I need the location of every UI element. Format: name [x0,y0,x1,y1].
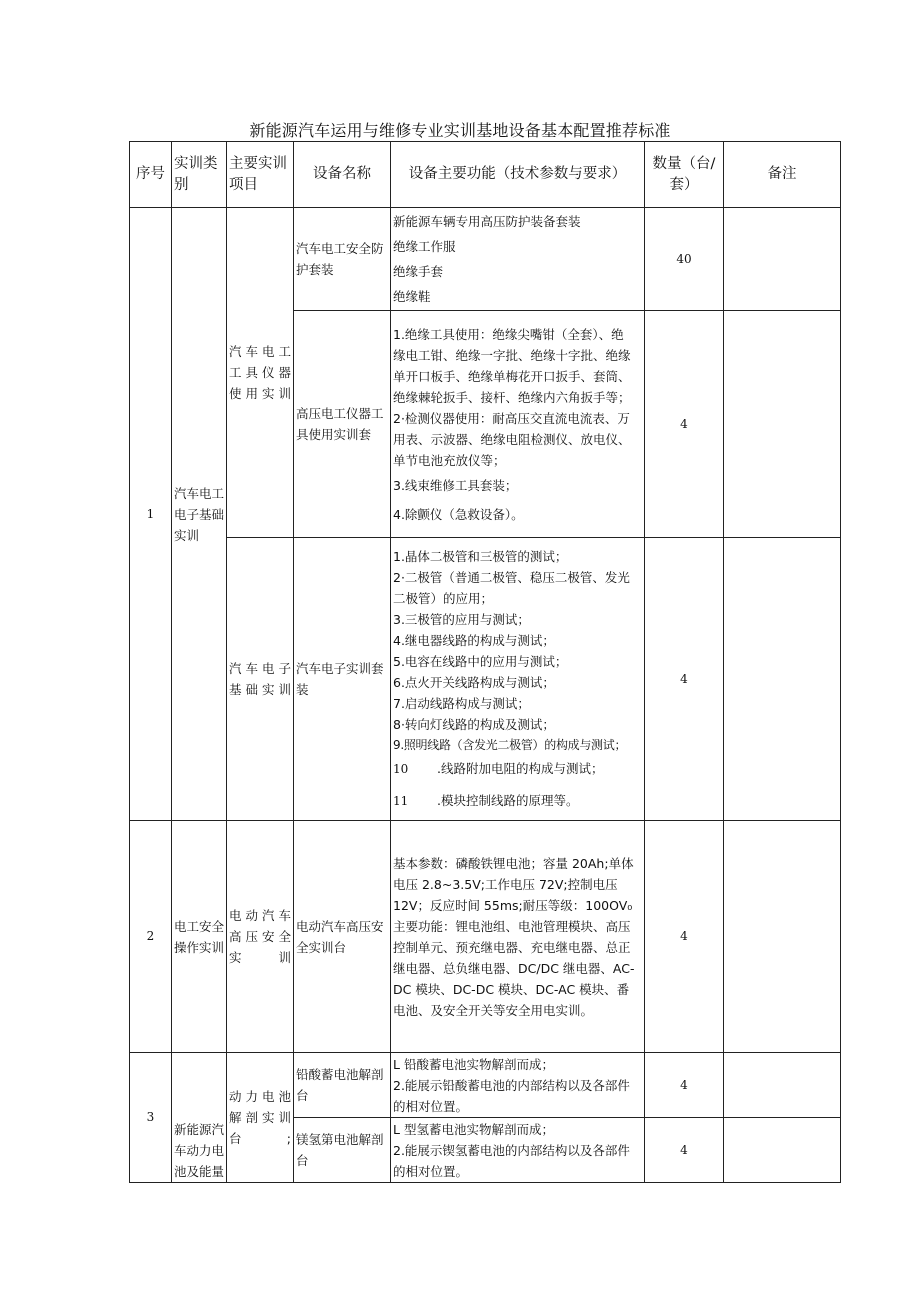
function-line: 用表、示波器、绝缘电阻检测仪、放电仪、 [393,431,631,447]
function-line: 5.电容在线路中的应用与测试； [393,654,568,669]
function-line: 7.启动线路构成与测试； [393,696,530,711]
note-cell [724,821,841,1053]
qty-cell: 4 [645,1053,724,1118]
function-line: 9.照明线路（含发光二极管）的构成与测试； [393,738,627,752]
header-function: 设备主要功能（技术参数与要求） [391,142,645,208]
function-line: DC 模块、DC-DC 模块、DC-AC 模块、番 [393,981,630,997]
function-line: 绝缘工作服 [393,239,456,254]
header-qty: 数量（台/套） [645,142,724,208]
function-cell [391,538,645,821]
function-line: 继电器、总负继电器、DC/DC 继电器、AC- [393,960,635,976]
function-line [393,756,642,780]
table-row [130,1053,841,1118]
function-line: 新能源车辆专用高压防护装备套装 [393,214,581,229]
function-line: 1.晶体二极管和三极管的测试； [393,549,568,564]
function-line: 1.绝缘工具使用：绝缘尖嘴钳（全套）、绝 [393,326,624,342]
category-cell: 电工安全操作实训 [172,821,227,1053]
function-line: 3.三极管的应用与测试； [393,612,530,627]
function-line: 2·检测仪器使用：耐高压交直流电流表、万 [393,410,630,426]
project-cell: 电动汽车高压安全实训 [227,821,294,1053]
function-line: 主要功能：锂电池组、电池管理模块、高压 [393,918,631,934]
function-cell [391,821,645,1053]
function-line: 2.能展示铅酸蓄电池的内部结构以及各部件 [393,1077,630,1093]
project-cell: 汽车电工工具仪器使用实训 [227,208,294,538]
device-cell: 电动汽车高压安全实训台 [294,821,391,1053]
function-line: 基本参数：磷酸铁锂电池；容量 20Ah;单体 [393,855,634,871]
function-line: 4.继电器线路的构成与测试； [393,633,555,648]
note-cell [724,1053,841,1118]
qty-cell: 4 [645,821,724,1053]
item-number: 10 [393,762,409,776]
function-line: 3.线束维修工具套装； [393,477,518,493]
note-cell [724,208,841,311]
function-line: 缘电工钳、绝缘一字批、绝缘十字批、绝缘 [393,347,631,363]
device-cell: 镁氢第电池解剖台 [294,1118,391,1183]
function-line: 2·二极管（普通二极管、稳压二极管、发光 [393,570,630,585]
header-note: 备注 [724,142,841,208]
seq-cell: 3 [130,1053,172,1183]
function-line: 的相对位置。 [393,1163,469,1179]
device-cell: 高压电工仪器工具使用实训套 [294,311,391,538]
function-line: 绝缘棘轮扳手、接杆、绝缘内六角扳手等； [393,389,631,405]
header-project: 主要实训项目 [227,142,294,208]
function-line: 电池、及安全开关等安全用电实训。 [393,1002,594,1018]
project-cell: 汽车电子基础实训 [227,538,294,821]
header-row [130,142,841,208]
category-cell: 汽车电工电子基础实训 [172,208,227,821]
function-line: 12V；反应时间 55ms;耐压等级：100OV₀ [393,897,633,913]
qty-cell: 4 [645,311,724,538]
function-line: L 铅酸蓄电池实物解剖而成； [393,1056,554,1072]
function-cell [391,1118,645,1183]
item-text: .线路附加电阻的构成与测试； [437,761,604,776]
function-line: 电压 2.8~3.5V;工作电压 72V;控制电压 [393,876,618,892]
function-line: 6.点火开关线路构成与测试； [393,675,555,690]
function-line: 控制单元、预充继电器、充电继电器、总正 [393,939,631,955]
note-cell [724,1118,841,1183]
header-device: 设备名称 [294,142,391,208]
device-cell: 汽车电工安全防护套装 [294,208,391,311]
table-row [130,538,841,821]
seq-cell: 2 [130,821,172,1053]
function-line: 绝缘手套 [393,264,444,279]
function-line: 二极管）的应用； [393,591,494,606]
function-line: 单节电池充放仪等； [393,452,506,468]
function-line: 4.除颤仪（急救设备）。 [393,506,524,522]
device-cell: 汽车电子实训套装 [294,538,391,821]
function-line: L 型氢蓄电池实物解剖而成； [393,1121,554,1137]
category-cell: 新能源汽车动力电池及能量 [172,1053,227,1183]
function-line: 单开口板手、绝缘单梅花开口扳手、套筒、 [393,368,631,384]
qty-cell: 4 [645,538,724,821]
function-line: 绝缘鞋 [393,289,431,304]
equipment-table [129,141,841,1183]
header-category: 实训类别 [172,142,227,208]
function-cell [391,208,645,311]
document-title: 新能源汽车运用与维修专业实训基地设备基本配置推荐标准 [249,121,671,140]
function-line: 8·转向灯线路的构成及测试； [393,717,555,732]
qty-cell: 4 [645,1118,724,1183]
seq-cell: 1 [130,208,172,821]
function-line: 2.能展示锲氢蓄电池的内部结构以及各部件 [393,1142,630,1158]
device-cell: 铅酸蓄电池解剖台 [294,1053,391,1118]
qty-cell: 40 [645,208,724,311]
item-text: .模块控制线路的原理等。 [437,793,579,808]
item-number: 11 [393,794,409,808]
note-cell [724,311,841,538]
note-cell [724,538,841,821]
table-row [130,208,841,311]
function-line: 的相对位置。 [393,1098,469,1114]
function-cell [391,1053,645,1118]
project-cell: 动力电池解剖实训台; [227,1053,294,1183]
function-cell [391,311,645,538]
table-row [130,821,841,1053]
header-seq: 序号 [130,142,172,208]
function-line [393,780,642,812]
